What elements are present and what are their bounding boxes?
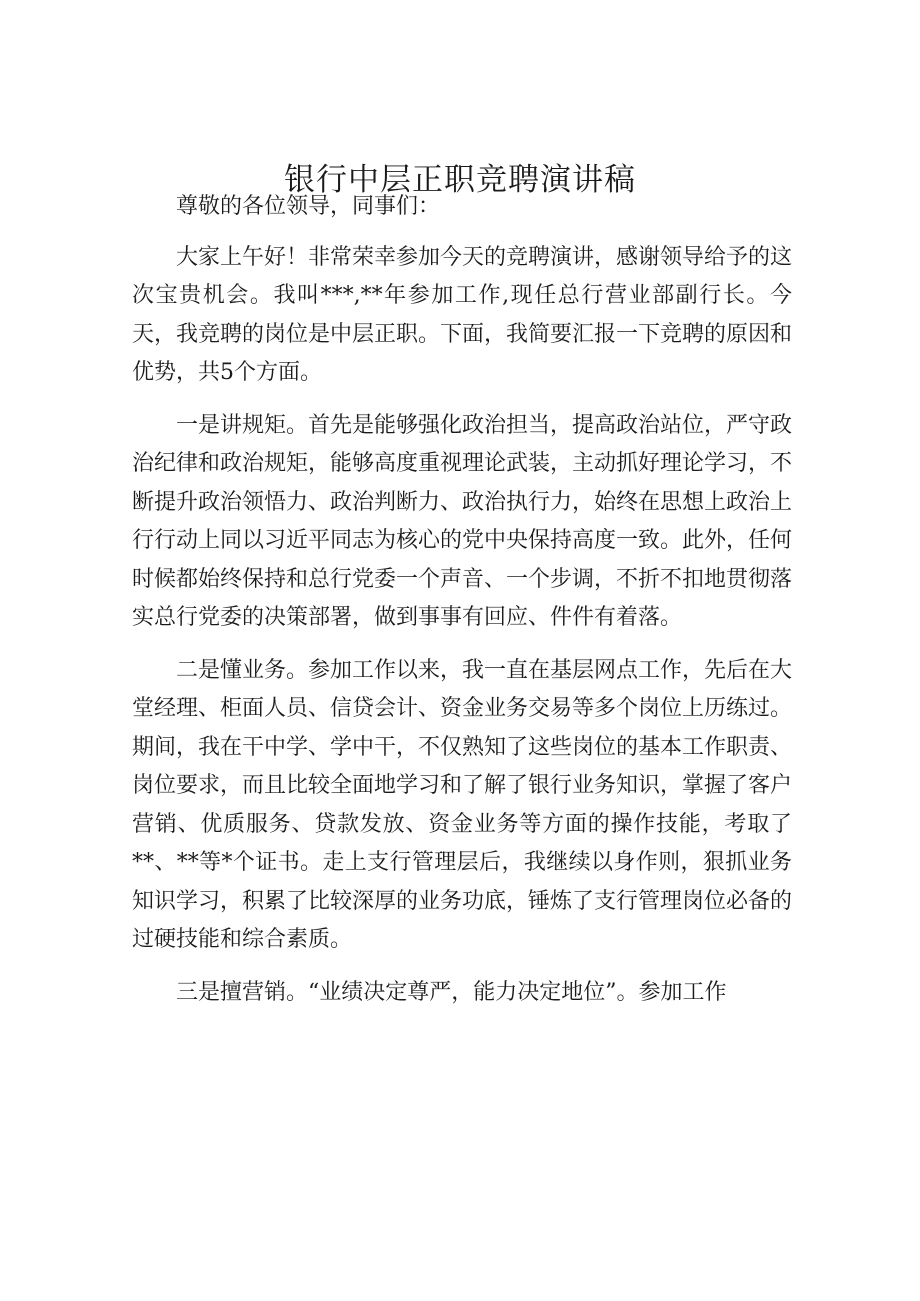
intro-paragraph: 大家上午好！非常荣幸参加今天的竞聘演讲，感谢领导给予的这次宝贵机会。我叫***,**年参加工作,现任总行营业部副行长。今天，我竞聘的岗位是中层正职。下面，我简要汇报一下竞聘的原因和优势，共5个方面。 (132, 244, 793, 385)
section-rules-paragraph: 一是讲规矩。首先是能够强化政治担当，提高政治站位，严守政治纪律和政治规矩，能够高度重视理论武装，主动抓好理论学习，不断提升政治领悟力、政治判断力、政治执行力，始终在思想上政治上行行动上同以习近平同志为核心的党中央保持高度一致。此外，任何时候都始终保持和总行党委一个声音、一个步调，不折不扣地贯彻落实总行党委的决策部署，做到事事有回应、件件有着落。 (132, 412, 793, 630)
document-title: 银行中层正职竞聘演讲稿 (284, 162, 636, 198)
section-business-paragraph: 二是懂业务。参加工作以来，我一直在基层网点工作，先后在大堂经理、柜面人员、信贷会计、资金业务交易等多个岗位上历练过。期间，我在干中学、学中干，不仅熟知了这些岗位的基本工作职责、岗位要求，而且比较全面地学习和了解了银行业务知识，掌握了客户营销、优质服务、贷款发放、资金业务等方面的操作技能，考取了**、**等*个证书。走上支行管理层后，我继续以身作则，狠抓业务知识学习，积累了比较深厚的业务功底，锤炼了支行管理岗位必备的过硬技能和综合素质。 (132, 657, 793, 952)
section-marketing-paragraph: 三是擅营销。“业绩决定尊严，能力决定地位”。参加工作 (176, 979, 727, 1005)
document-body (132, 188, 792, 1026)
greeting-paragraph: 尊敬的各位领导，同事们： (176, 194, 441, 219)
